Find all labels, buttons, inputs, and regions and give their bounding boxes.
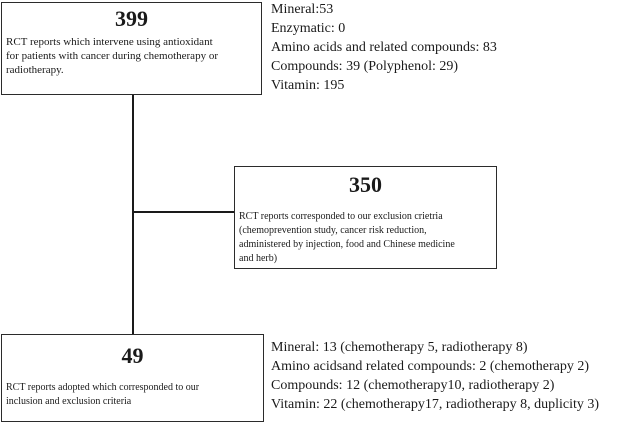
description-line: RCT reports corresponded to our exclusion crietria [239, 211, 443, 222]
breakdown-item: Mineral:53 [271, 2, 334, 17]
description-line: administered by injection, food and Chinese medicine [239, 239, 455, 250]
description-line: (chemoprevention study, cancer risk reduction, [239, 225, 427, 236]
adopted-count: 49 [121, 343, 144, 368]
box-excluded-reports [234, 166, 497, 269]
description-line: RCT reports which intervene using antioxidant [6, 36, 213, 48]
adopted-description [6, 381, 262, 409]
box-initial-reports [1, 2, 262, 95]
breakdown-item: Enzymatic: 0 [271, 21, 346, 36]
description-line: radiotherapy. [6, 64, 64, 76]
box-adopted-reports [1, 334, 264, 422]
initial-description [6, 35, 260, 77]
breakdown-item: Amino acidsand related compounds: 2 (chemotherapy 2) [271, 359, 590, 374]
vertical-connector [132, 95, 134, 335]
breakdown-item: Vitamin: 195 [271, 78, 345, 93]
adopted-breakdown-list [271, 338, 599, 414]
breakdown-item: Amino acids and related compounds: 83 [271, 40, 497, 55]
description-line: and herb) [239, 253, 278, 264]
breakdown-item: Compounds: 39 (Polyphenol: 29) [271, 59, 459, 74]
breakdown-item: Mineral: 13 (chemotherapy 5, radiotherapy 8) [271, 340, 528, 355]
description-line: inclusion and exclusion criteria [6, 396, 132, 407]
initial-count: 399 [115, 6, 148, 31]
horizontal-branch-connector [133, 211, 234, 213]
description-line: for patients with cancer during chemotherapy or [6, 50, 218, 62]
initial-breakdown-list [271, 0, 497, 95]
description-line: RCT reports adopted which corresponded to our [6, 382, 200, 393]
excluded-count: 350 [349, 172, 382, 197]
excluded-description [239, 210, 497, 266]
breakdown-item: Vitamin: 22 (chemotherapy17, radiotherapy 8, duplicity 3) [271, 397, 600, 412]
breakdown-item: Compounds: 12 (chemotherapy10, radiotherapy 2) [271, 378, 555, 393]
